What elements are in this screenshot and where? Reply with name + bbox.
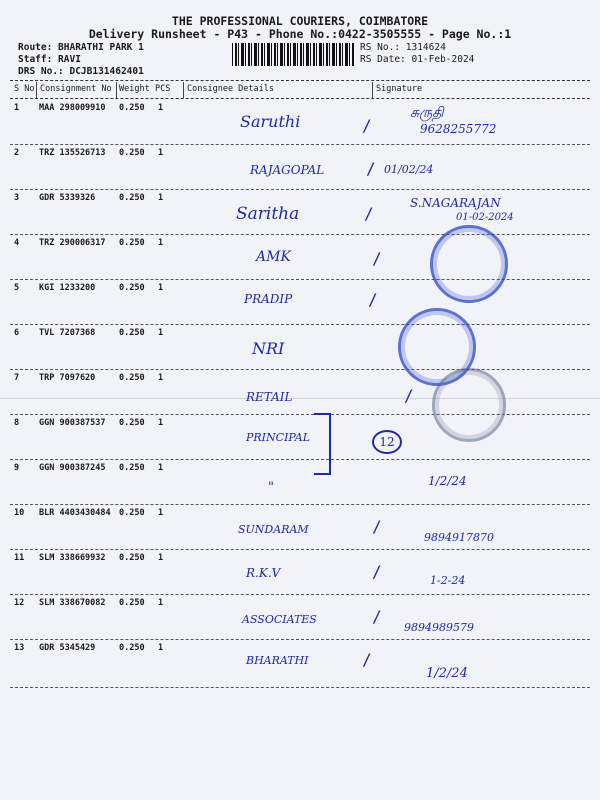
runsheet-subtitle: Delivery Runsheet - P43 - Phone No.:0422-3505555 - Page No.:1 xyxy=(88,27,512,41)
row-consignee: BHARATHI xyxy=(246,654,309,667)
row-pcs: 1 xyxy=(158,598,164,608)
row-note: 1/2/24 xyxy=(428,474,467,488)
col-divider xyxy=(183,82,184,98)
row-consignment: KGI 1233200 xyxy=(39,283,96,293)
table-row xyxy=(0,640,600,685)
row-signature: S.NAGARAJAN xyxy=(410,196,501,210)
table-row xyxy=(0,235,600,280)
table-row xyxy=(0,190,600,235)
row-weight: 0.250 xyxy=(119,553,145,563)
row-weight: 0.250 xyxy=(119,193,145,203)
table-row xyxy=(0,325,600,370)
header-rule-top xyxy=(10,80,590,81)
company-title: THE PROFESSIONAL COURIERS, COIMBATORE xyxy=(171,14,429,28)
tick-mark: / xyxy=(362,650,372,669)
row-consignment: BLR 4403430484 xyxy=(39,508,111,518)
tick-mark: / xyxy=(372,562,382,581)
row-consignment: GGN 900387537 xyxy=(39,418,106,428)
row-consignee: " xyxy=(268,480,274,495)
table-row xyxy=(0,415,600,460)
row-consignee: Saritha xyxy=(236,204,300,224)
row-pcs: 1 xyxy=(158,418,164,428)
row-sno: 2 xyxy=(14,148,20,158)
row-consignee: R.K.V xyxy=(246,566,281,580)
row-weight: 0.250 xyxy=(119,148,145,158)
col-weight: Weight xyxy=(119,84,150,94)
row-pcs: 1 xyxy=(158,148,164,158)
row-consignment: GGN 900387245 xyxy=(39,463,106,473)
row-sno: 10 xyxy=(14,508,25,518)
row-pcs: 1 xyxy=(158,643,164,653)
tick-mark: / xyxy=(364,204,374,223)
row-sno: 9 xyxy=(14,463,20,473)
tick-mark: / xyxy=(366,159,376,178)
row-sno: 3 xyxy=(14,193,20,203)
col-divider xyxy=(36,82,37,98)
rs-date: RS Date: 01-Feb-2024 xyxy=(360,54,475,65)
row-consignment: TRZ 135526713 xyxy=(39,148,106,158)
col-consignee: Consignee Details xyxy=(187,84,274,94)
row-note: 9628255772 xyxy=(420,122,497,136)
row-weight: 0.250 xyxy=(119,238,145,248)
row-note: 1-2-24 xyxy=(430,574,466,587)
col-divider xyxy=(116,82,117,98)
tick-mark: / xyxy=(362,116,372,135)
row-consignee: PRADIP xyxy=(244,292,293,306)
tick-mark: / xyxy=(404,386,414,405)
row-sno: 11 xyxy=(14,553,25,563)
row-consignment: SLM 338669932 xyxy=(39,553,106,563)
row-weight: 0.250 xyxy=(119,508,145,518)
row-consignee: Saruthi xyxy=(240,112,301,131)
row-pcs: 1 xyxy=(158,328,164,338)
row-consignment: GDR 5339326 xyxy=(39,193,96,203)
tick-mark: / xyxy=(372,607,382,626)
row-sno: 5 xyxy=(14,283,20,293)
row-consignee: ASSOCIATES xyxy=(242,613,317,626)
row-sno: 8 xyxy=(14,418,20,428)
row-weight: 0.250 xyxy=(119,103,145,113)
row-weight: 0.250 xyxy=(119,373,145,383)
row-note: 01-02-2024 xyxy=(456,212,514,223)
bracket-mark xyxy=(310,410,340,480)
table-row xyxy=(0,550,600,595)
row-consignee: RAJAGOPAL xyxy=(250,163,325,177)
row-pcs: 1 xyxy=(158,103,164,113)
col-sno: S No xyxy=(14,84,35,94)
row-pcs: 1 xyxy=(158,553,164,563)
table-row xyxy=(0,505,600,550)
route-label: Route: BHARATHI PARK 1 xyxy=(18,42,144,53)
row-consignment: TVL 7207368 xyxy=(39,328,96,338)
row-note: 1/2/24 xyxy=(426,666,468,681)
drs-number: DRS No.: DCJB131462401 xyxy=(18,66,144,77)
col-signature: Signature xyxy=(376,84,423,94)
col-consignment: Consignment No xyxy=(40,84,112,94)
row-weight: 0.250 xyxy=(119,598,145,608)
header-rule-bottom xyxy=(10,98,590,99)
row-sno: 7 xyxy=(14,373,20,383)
row-pcs: 1 xyxy=(158,193,164,203)
row-consignee: AMK xyxy=(256,249,291,265)
table-row xyxy=(0,280,600,325)
row-consignee: NRI xyxy=(252,339,285,358)
count-circle: 12 xyxy=(372,430,402,454)
row-divider xyxy=(10,687,590,688)
row-sno: 12 xyxy=(14,598,25,608)
table-row xyxy=(0,460,600,505)
col-pcs: PCS xyxy=(155,84,171,94)
row-consignment: GDR 5345429 xyxy=(39,643,96,653)
row-pcs: 1 xyxy=(158,508,164,518)
row-weight: 0.250 xyxy=(119,643,145,653)
col-divider xyxy=(372,82,373,98)
table-row xyxy=(0,100,600,145)
row-pcs: 1 xyxy=(158,238,164,248)
row-pcs: 1 xyxy=(158,373,164,383)
row-note: 9894917870 xyxy=(424,531,494,544)
row-consignment: TRP 7097620 xyxy=(39,373,96,383)
row-sno: 1 xyxy=(14,103,20,113)
row-consignment: MAA 298009910 xyxy=(39,103,106,113)
row-weight: 0.250 xyxy=(119,463,145,473)
table-row xyxy=(0,145,600,190)
round-stamp xyxy=(430,225,508,303)
rs-number: RS No.: 1314624 xyxy=(360,42,446,53)
row-weight: 0.250 xyxy=(119,418,145,428)
round-stamp xyxy=(432,368,506,442)
row-signature: சுருதி xyxy=(410,105,444,121)
barcode-image xyxy=(232,43,354,66)
table-row xyxy=(0,370,600,415)
row-sno: 6 xyxy=(14,328,20,338)
row-consignee: SUNDARAM xyxy=(238,523,309,536)
row-sno: 4 xyxy=(14,238,20,248)
table-row xyxy=(0,595,600,640)
tick-mark: / xyxy=(372,249,382,268)
row-consignment: TRZ 290006317 xyxy=(39,238,106,248)
row-consignee: RETAIL xyxy=(246,390,293,404)
row-note: 9894989579 xyxy=(404,621,474,634)
tick-mark: / xyxy=(372,517,382,536)
row-sno: 13 xyxy=(14,643,25,653)
row-pcs: 1 xyxy=(158,463,164,473)
tick-mark: / xyxy=(368,290,378,309)
row-signature: 01/02/24 xyxy=(384,163,434,176)
row-pcs: 1 xyxy=(158,283,164,293)
row-weight: 0.250 xyxy=(119,328,145,338)
row-weight: 0.250 xyxy=(119,283,145,293)
staff-label: Staff: RAVI xyxy=(18,54,81,65)
row-consignee: PRINCIPAL xyxy=(246,431,311,444)
row-consignment: SLM 338670082 xyxy=(39,598,106,608)
